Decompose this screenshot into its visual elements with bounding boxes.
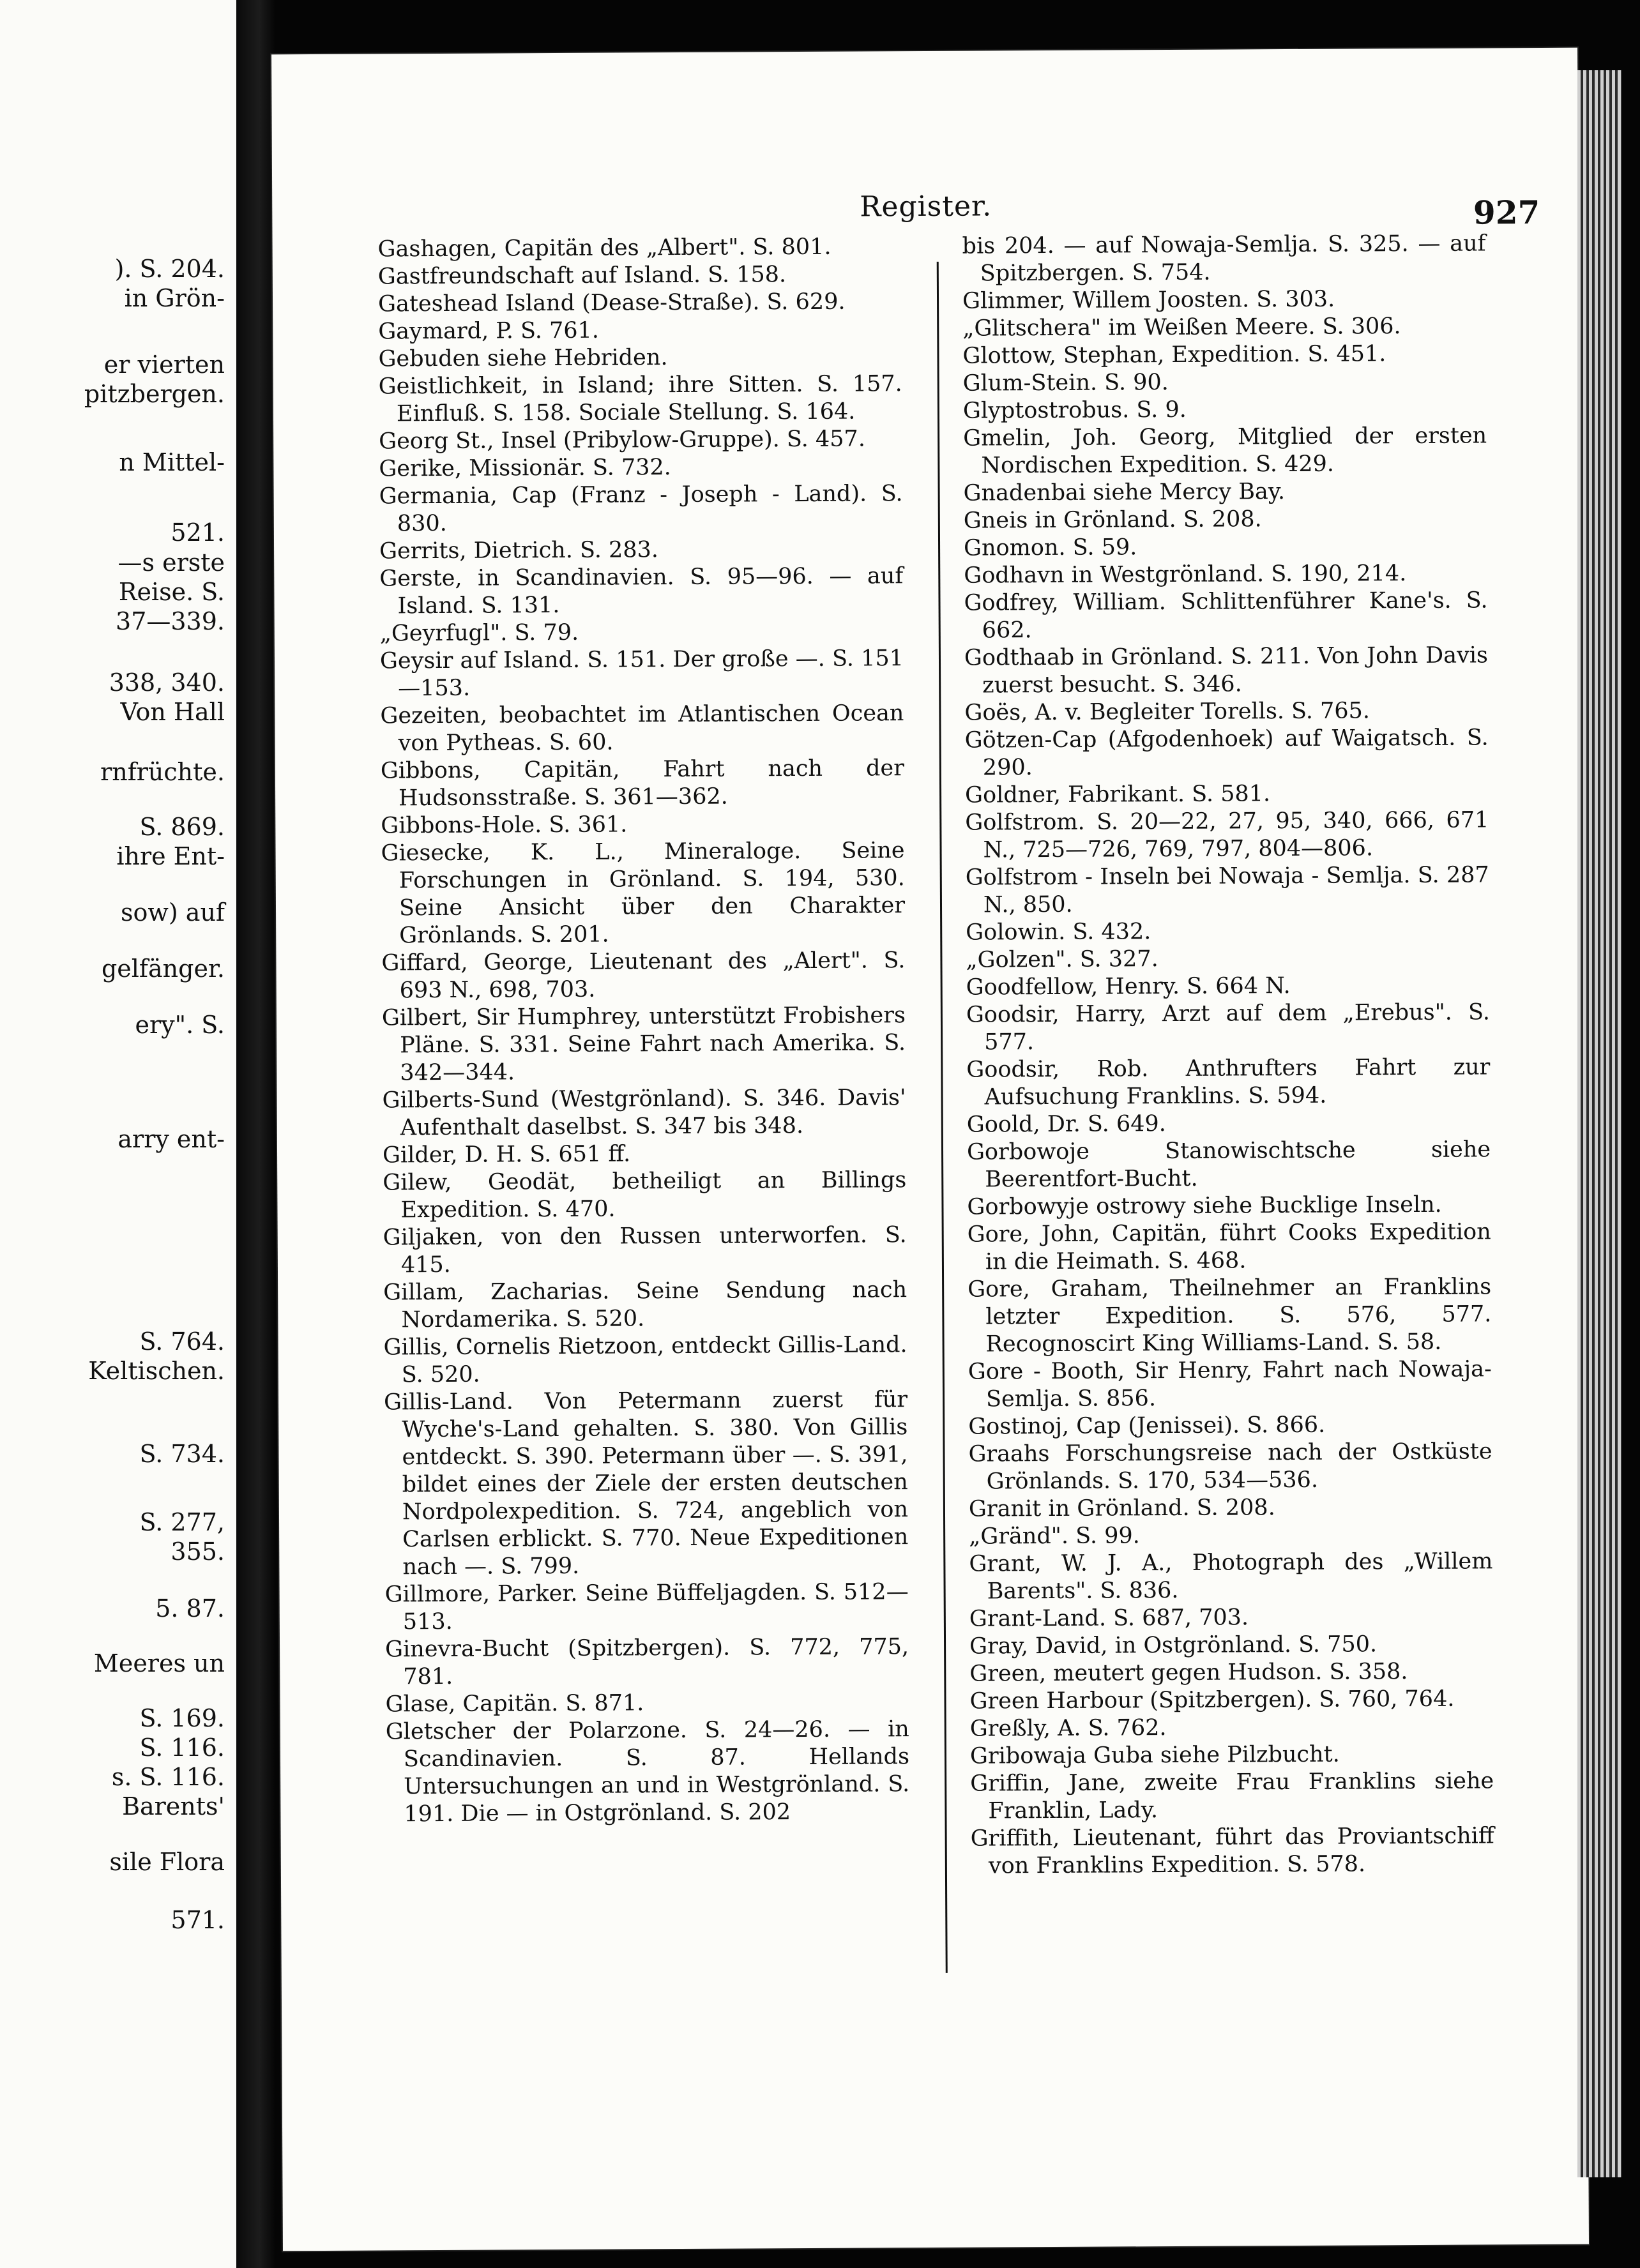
text-fragment: Barents' bbox=[122, 1792, 225, 1820]
text-fragment: 355. bbox=[171, 1538, 225, 1566]
index-entry: Gashagen, Capitän des „Albert". S. 801. bbox=[377, 234, 831, 262]
text-fragment: S. 169. bbox=[139, 1704, 225, 1732]
index-entry: Gillis-Land. Von Petermann zuerst für Wyche's-Land gehalten. S. 380. Von Gillis entdeckt. S. 390. Petermann über —. S. 391, bildet eines der Ziele der ersten deutschen Nordpolexpedition. S. 724, angeblich von Carlsen erblickt. S. 770. Neue Expeditionen nach —. S. 799. bbox=[383, 1387, 909, 1580]
index-entry: Golowin. S. 432. bbox=[966, 919, 1151, 946]
text-fragment: S. 764. bbox=[139, 1327, 225, 1356]
index-entry: Gerike, Missionär. S. 732. bbox=[379, 455, 671, 482]
text-fragment: —s erste bbox=[118, 548, 225, 577]
text-fragment: Meeres un bbox=[93, 1649, 225, 1677]
index-entry: Griffith, Lieutenant, führt das Proviantschiff von Franklins Expedition. S. 578. bbox=[970, 1823, 1494, 1879]
index-entry: Gnomon. S. 59. bbox=[963, 534, 1137, 561]
index-entry: Gastfreundschaft auf Island. S. 158. bbox=[377, 262, 787, 290]
index-entry: Ginevra-Bucht (Spitzbergen). S. 772, 775, 781. bbox=[384, 1634, 909, 1690]
text-fragment: ihre Ent- bbox=[116, 842, 225, 870]
text-fragment: er vierten bbox=[103, 351, 225, 379]
text-fragment: 37—339. bbox=[116, 607, 225, 635]
index-entry: Gribowaja Guba siehe Pilzbucht. bbox=[969, 1741, 1340, 1769]
index-entry: Gorbowoje Stanowischtsche siehe Beerentfort-Bucht. bbox=[966, 1137, 1491, 1193]
index-entry: Gaymard, P. S. 761. bbox=[378, 317, 600, 345]
index-entry: Gore, John, Capitän, führt Cooks Expedition in die Heimath. S. 468. bbox=[967, 1219, 1491, 1275]
running-head: Register. bbox=[860, 190, 992, 223]
index-entry: Georg St., Insel (Pribylow-Gruppe). S. 457. bbox=[379, 426, 866, 455]
index-entry: Gezeiten, beobachtet im Atlantischen Ocean von Pytheas. S. 60. bbox=[380, 700, 904, 757]
index-entry: Gibbons, Capitän, Fahrt nach der Hudsonsstraße. S. 361—362. bbox=[380, 755, 904, 812]
index-entry: Giffard, George, Lieutenant des „Alert". S. 693 N., 698, 703. bbox=[381, 948, 906, 1004]
index-entry: Glimmer, Willem Joosten. S. 303. bbox=[962, 286, 1335, 314]
index-entry: Golfstrom. S. 20—22, 27, 95, 340, 666, 671 N., 725—726, 769, 797, 804—806. bbox=[965, 807, 1489, 863]
text-fragment: sile Flora bbox=[109, 1848, 225, 1876]
index-entry: Giesecke, K. L., Mineraloge. Seine Forschungen in Grönland. S. 194, 530. Seine Ansicht über den Charakter Grönlands. S. 201. bbox=[381, 838, 906, 949]
index-entry: Gletscher der Polarzone. S. 24—26. — in Scandinavien. S. 87. Hellands Untersuchungen an und in Westgrönland. S. 191. Die — in Ostgrönland. S. 202 bbox=[385, 1716, 910, 1827]
register-page bbox=[271, 48, 1589, 2251]
index-entry: Geistlichkeit, in Island; ihre Sitten. S. 157. Einfluß. S. 158. Sociale Stellung. S. 164. bbox=[378, 371, 902, 427]
index-entry: Germania, Cap (Franz - Joseph - Land). S. 830. bbox=[379, 481, 903, 537]
index-entry: Glase, Capitän. S. 871. bbox=[385, 1690, 644, 1718]
text-fragment: s. S. 116. bbox=[111, 1763, 225, 1791]
index-entry: Green, meutert gegen Hudson. S. 358. bbox=[969, 1659, 1408, 1687]
page-stack-edges bbox=[1577, 70, 1622, 2177]
index-entry: Geysir auf Island. S. 151. Der große —. S. 151—153. bbox=[379, 646, 904, 702]
text-fragment: S. 869. bbox=[139, 813, 225, 841]
index-entry: Graahs Forschungsreise nach der Ostküste Grönlands. S. 170, 534—536. bbox=[968, 1439, 1492, 1495]
index-entry: Gorbowyje ostrowy siehe Bucklige Inseln. bbox=[967, 1191, 1442, 1220]
index-entry: Goldner, Fabrikant. S. 581. bbox=[964, 781, 1271, 808]
page-number: 927 bbox=[1473, 193, 1540, 232]
book-gutter bbox=[236, 0, 275, 2268]
index-entry: Godthaab in Grönland. S. 211. Von John Davis zuerst besucht. S. 346. bbox=[964, 642, 1489, 699]
text-fragment: S. 277, bbox=[139, 1508, 225, 1536]
text-fragment: ). S. 204. bbox=[114, 255, 225, 283]
index-entry: Goold, Dr. S. 649. bbox=[966, 1111, 1166, 1138]
text-fragment: S. 734. bbox=[139, 1440, 225, 1468]
index-entry: Gilder, D. H. S. 651 ff. bbox=[382, 1141, 631, 1168]
text-fragment: gelfänger. bbox=[101, 955, 225, 983]
index-entry: Gore, Graham, Theilnehmer an Franklins letzter Expedition. S. 576, 577. Recognoscirt King Williams-Land. S. 58. bbox=[968, 1274, 1492, 1357]
index-column-left bbox=[378, 233, 910, 1828]
index-column-right bbox=[962, 230, 1494, 1880]
index-entry: Green Harbour (Spitzbergen). S. 760, 764. bbox=[969, 1686, 1455, 1714]
text-fragment: ery". S. bbox=[135, 1011, 225, 1039]
index-entry: bis 204. — auf Nowaja-Semlja. S. 325. — auf Spitzbergen. S. 754. bbox=[962, 231, 1486, 287]
index-entry: Greßly, A. S. 762. bbox=[969, 1715, 1167, 1742]
index-entry: Gibbons-Hole. S. 361. bbox=[381, 812, 628, 839]
index-entry: Giljaken, von den Russen unterworfen. S. 415. bbox=[383, 1222, 907, 1278]
text-fragment: arry ent- bbox=[118, 1125, 225, 1153]
index-entry: Goës, A. v. Begleiter Torells. S. 765. bbox=[964, 698, 1370, 726]
index-entry: Godfrey, William. Schlittenführer Kane's. S. 662. bbox=[964, 587, 1488, 644]
index-entry: Gillam, Zacharias. Seine Sendung nach Nordamerika. S. 520. bbox=[383, 1277, 907, 1333]
text-fragment: sow) auf bbox=[120, 898, 225, 926]
index-entry: „Glitschera" im Weißen Meere. S. 306. bbox=[962, 314, 1401, 342]
text-fragment: pitzbergen. bbox=[84, 380, 225, 408]
index-entry: Glum-Stein. S. 90. bbox=[962, 370, 1169, 397]
text-fragment: S. 116. bbox=[139, 1734, 225, 1762]
index-entry: Gilbert, Sir Humphrey, unterstützt Frobishers Pläne. S. 331. Seine Fahrt nach Amerika. S. 342—344. bbox=[381, 1002, 906, 1086]
text-fragment: Keltischen. bbox=[88, 1357, 225, 1385]
index-entry: „Golzen". S. 327. bbox=[966, 946, 1158, 973]
index-entry: Griffin, Jane, zweite Frau Franklins siehe Franklin, Lady. bbox=[970, 1768, 1494, 1824]
index-entry: Granit in Grönland. S. 208. bbox=[968, 1495, 1275, 1522]
index-entry: Goodfellow, Henry. S. 664 N. bbox=[966, 973, 1291, 1001]
index-entry: Glyptostrobus. S. 9. bbox=[962, 397, 1187, 424]
column-divider bbox=[937, 262, 948, 1973]
index-entry: Glottow, Stephan, Expedition. S. 451. bbox=[962, 341, 1386, 369]
page-header bbox=[272, 187, 1578, 232]
index-entry: Gilew, Geodät, betheiligt an Billings Expedition. S. 470. bbox=[383, 1167, 907, 1223]
text-fragment: rnfrüchte. bbox=[100, 758, 225, 786]
index-entry: Götzen-Cap (Afgodenhoek) auf Waigatsch. S. 290. bbox=[964, 725, 1489, 781]
text-fragment: in Grön- bbox=[124, 284, 225, 312]
index-entry: Gateshead Island (Dease-Straße). S. 629. bbox=[377, 289, 846, 317]
index-entry: Gneis in Grönland. S. 208. bbox=[963, 506, 1262, 534]
index-entry: Grant, W. J. A., Photograph des „Willem Barents". S. 836. bbox=[969, 1548, 1493, 1605]
index-entry: Gerrits, Dietrich. S. 283. bbox=[379, 537, 659, 564]
index-entry: Gray, David, in Ostgrönland. S. 750. bbox=[969, 1631, 1378, 1659]
index-entry: Goodsir, Rob. Anthrufters Fahrt zur Aufsuchung Franklins. S. 594. bbox=[966, 1054, 1491, 1110]
index-entry: Gnadenbai siehe Mercy Bay. bbox=[963, 479, 1286, 506]
index-entry: „Gränd". S. 99. bbox=[969, 1523, 1140, 1550]
index-entry: Goodsir, Harry, Arzt auf dem „Erebus". S. 577. bbox=[966, 999, 1490, 1055]
index-entry: Gillmore, Parker. Seine Büffeljagden. S. 512—513. bbox=[384, 1579, 909, 1635]
index-entry: Gillis, Cornelis Rietzoon, entdeckt Gillis-Land. S. 520. bbox=[383, 1332, 907, 1388]
text-fragment: 5. 87. bbox=[155, 1594, 225, 1622]
index-entry: Gore - Booth, Sir Henry, Fahrt nach Nowaja-Semlja. S. 856. bbox=[968, 1356, 1492, 1412]
index-entry: Gerste, in Scandinavien. S. 95—96. — auf Island. S. 131. bbox=[379, 563, 904, 619]
text-fragment: n Mittel- bbox=[119, 448, 225, 476]
text-fragment: 571. bbox=[171, 1906, 225, 1934]
index-entry: Gebuden siehe Hebriden. bbox=[378, 345, 668, 372]
text-fragment: Reise. S. bbox=[118, 578, 225, 606]
index-entry: Gmelin, Joh. Georg, Mitglied der ersten Nordischen Expedition. S. 429. bbox=[963, 423, 1487, 479]
text-fragment: Von Hall bbox=[120, 698, 225, 726]
previous-page-edge bbox=[0, 0, 236, 2268]
text-fragment: 521. bbox=[171, 518, 225, 547]
index-entry: Grant-Land. S. 687, 703. bbox=[969, 1605, 1249, 1632]
index-entry: Golfstrom - Inseln bei Nowaja - Semlja. S. 287 N., 850. bbox=[965, 862, 1489, 918]
index-entry: Gilberts-Sund (Westgrönland). S. 346. Davis' Aufenthalt daselbst. S. 347 bis 348. bbox=[382, 1085, 906, 1141]
index-entry: Godhavn in Westgrönland. S. 190, 214. bbox=[964, 561, 1407, 589]
index-entry: „Geyrfugl". S. 79. bbox=[379, 619, 579, 647]
text-fragment: 338, 340. bbox=[109, 669, 225, 697]
index-entry: Gostinoj, Cap (Jenissei). S. 866. bbox=[968, 1412, 1326, 1440]
